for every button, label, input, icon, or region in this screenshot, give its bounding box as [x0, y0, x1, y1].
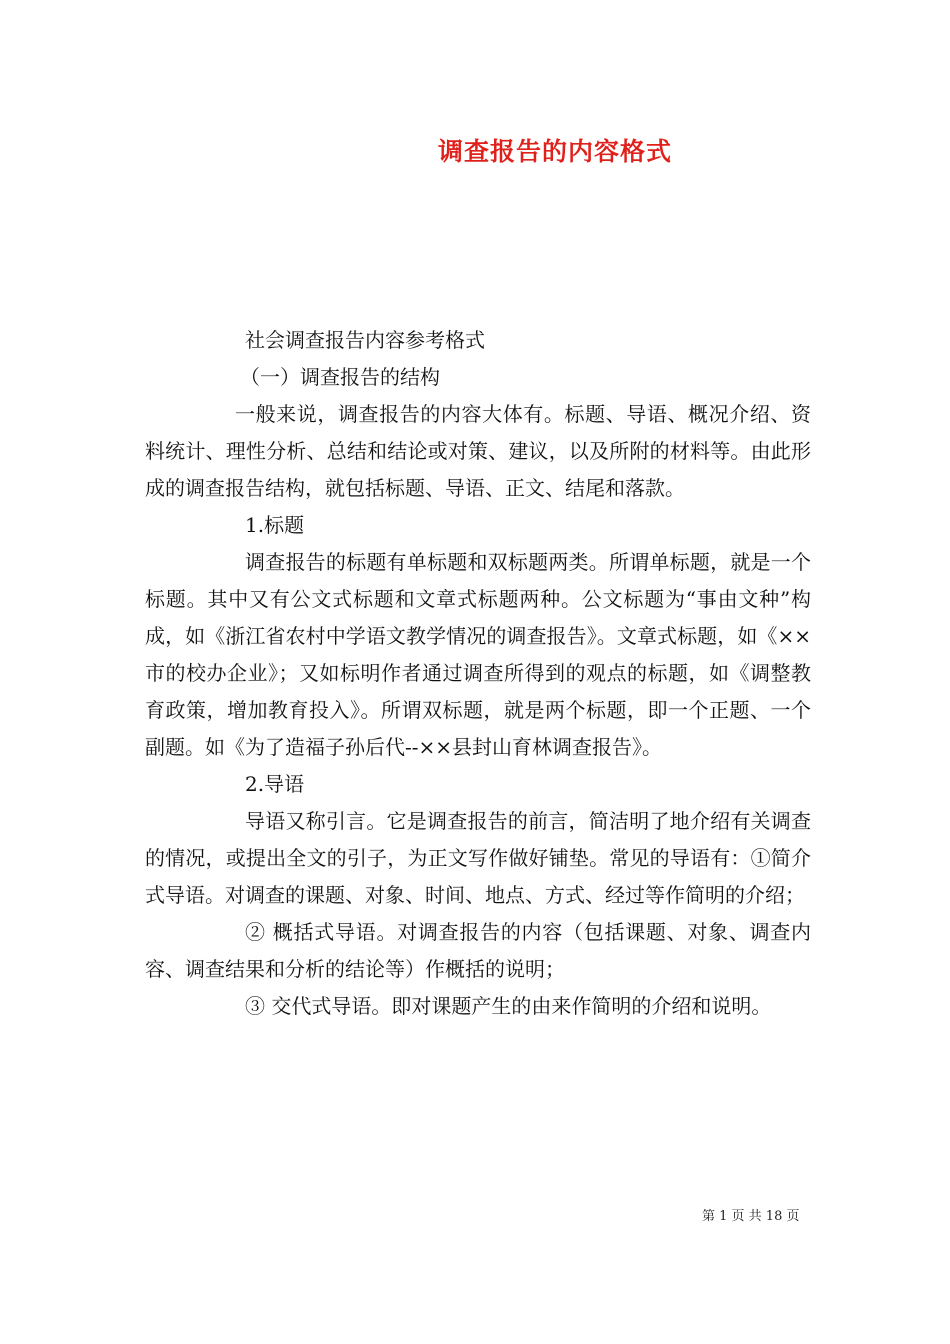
subsection-heading: 2.导语	[245, 772, 305, 796]
document-heading: 社会调查报告内容参考格式	[245, 328, 485, 352]
paragraph: ③ 交代式导语。即对课题产生的由来作简明的介绍和说明。	[245, 994, 772, 1018]
paragraph: ② 概括式导语。对调查报告的内容（包括课题、对象、调查内容、调查结果和分析的结论等）作概括的说明；	[145, 920, 811, 981]
document-body	[145, 322, 811, 1025]
paragraph: 导语又称引言。它是调查报告的前言，简洁明了地介绍有关调查的情况，或提出全文的引子，为正文写作做好铺垫。常见的导语有：①简介式导语。对调查的课题、对象、时间、地点、方式、经过等作简明的介绍；	[145, 809, 811, 907]
paragraph: 一般来说，调查报告的内容大体有。标题、导语、概况介绍、资料统计、理性分析、总结和结论或对策、建议，以及所附的材料等。由此形成的调查报告结构，就包括标题、导语、正文、结尾和落款。	[145, 402, 811, 500]
section-heading: （一）调查报告的结构	[240, 365, 440, 389]
document-title: 调查报告的内容格式	[437, 137, 672, 166]
page-number: 第 1 页 共 18 页	[702, 1209, 800, 1224]
subsection-heading: 1.标题	[245, 513, 305, 537]
paragraph: 调查报告的标题有单标题和双标题两类。所谓单标题，就是一个标题。其中又有公文式标题和文章式标题两种。公文标题为“事由文种”构成，如《浙江省农村中学语文教学情况的调查报告》。文章式标题，如《××市的校办企业》；又如标明作者通过调查所得到的观点的标题，如《调整教育政策，增加教育投入》。所谓双标题，就是两个标题，即一个正题、一个副题。如《为了造福子孙后代--××县封山育林调查报告》。	[145, 550, 811, 759]
